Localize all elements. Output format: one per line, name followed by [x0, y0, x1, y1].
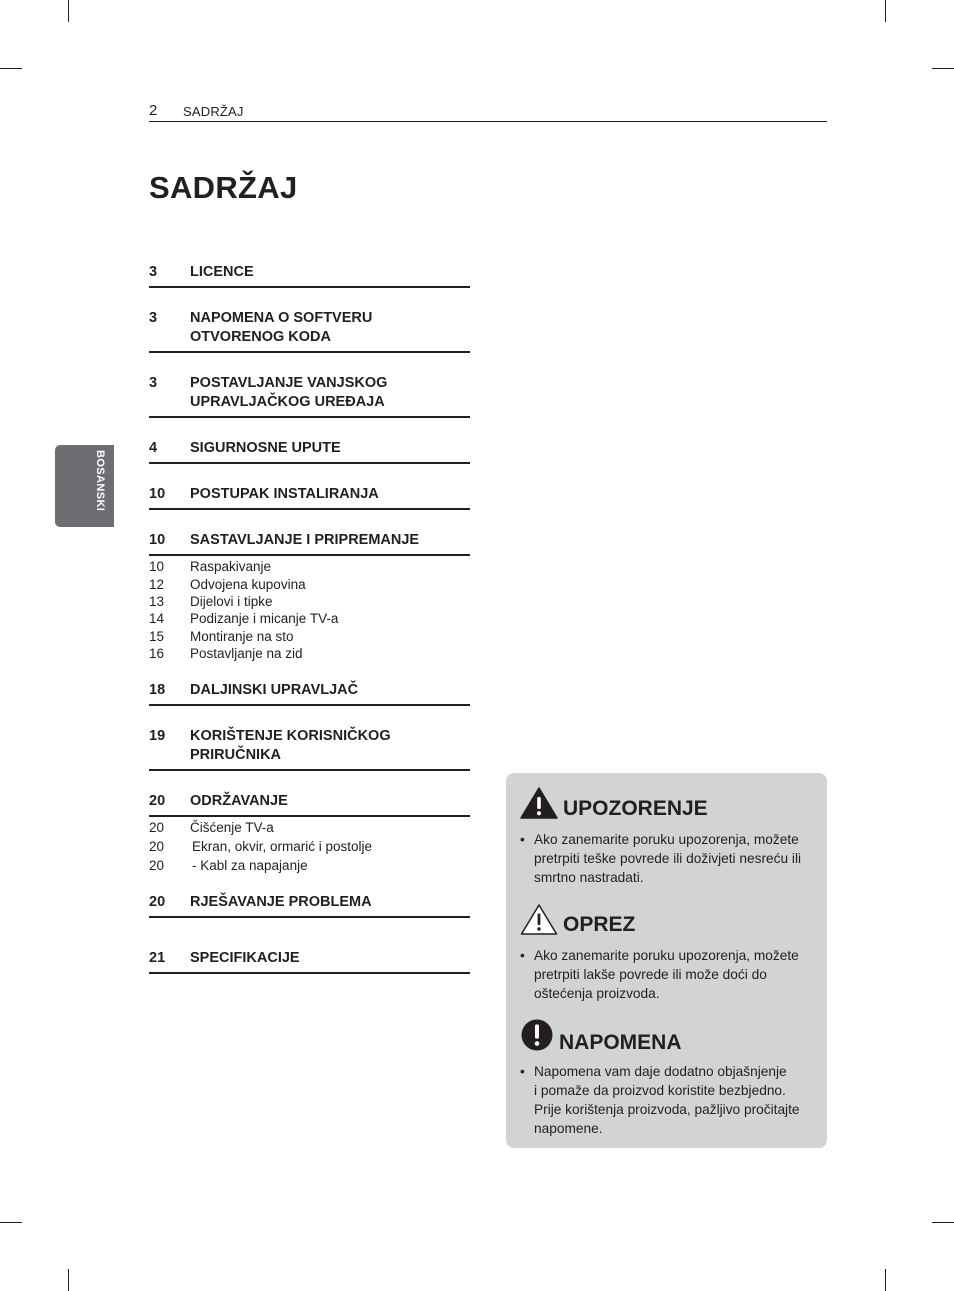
- toc-page-number: 13: [149, 594, 165, 609]
- toc-entry-label: SIGURNOSNE UPUTE: [190, 440, 341, 456]
- toc-page-number: 3: [149, 310, 158, 326]
- caution-title: OPREZ: [563, 913, 636, 936]
- toc-subentry-label: Odvojena kupovina: [190, 577, 306, 592]
- toc-page-number: 3: [149, 264, 158, 280]
- warning-description: [520, 830, 816, 887]
- toc-entry-label: SPECIFIKACIJE: [190, 950, 300, 966]
- toc-entry-label: DALJINSKI UPRAVLJAČ: [190, 682, 359, 698]
- symbols-legend-panel: [506, 773, 827, 1148]
- toc-subentry[interactable]: [149, 645, 470, 662]
- toc-subentry-label: Dijelovi i tipke: [190, 594, 273, 609]
- warning-text: Ako zanemarite poruku upozorenja, možete pretrpiti teške povrede ili doživjeti nesreću ili smrtno nastradati.: [534, 832, 802, 885]
- toc-page-number: 10: [149, 532, 166, 548]
- crop-mark: [885, 1269, 886, 1291]
- toc-subentry-label: Ekran, okvir, ormarić i postolje: [192, 839, 373, 854]
- toc-subentry-label: Raspakivanje: [190, 559, 272, 574]
- toc-entry-external-device[interactable]: [149, 374, 470, 418]
- warning-title: UPOZORENJE: [563, 797, 708, 820]
- toc-page-number: 10: [149, 486, 166, 502]
- caution-description: [520, 946, 816, 1003]
- toc-entry-label: RJEŠAVANJE PROBLEMA: [190, 894, 372, 910]
- toc-entry-label: POSTUPAK INSTALIRANJA: [190, 486, 379, 502]
- toc-page-number: 3: [149, 375, 158, 391]
- toc-page-number: 21: [149, 950, 166, 966]
- toc-entry-user-guide[interactable]: [149, 727, 470, 771]
- note-exclamation-circle-icon: [520, 1018, 554, 1052]
- toc-subentry[interactable]: [149, 558, 470, 575]
- crop-mark: [68, 0, 69, 22]
- toc-entry-troubleshooting[interactable]: [149, 893, 470, 918]
- toc-entry-label-line-2: UPRAVLJAČKOG UREĐAJA: [190, 394, 385, 410]
- bullet: •: [520, 948, 525, 963]
- toc-entry-label: SASTAVLJANJE I PRIPREMANJE: [190, 532, 420, 548]
- toc-page-number: 12: [149, 577, 165, 592]
- caution-outline-triangle-icon: [520, 903, 558, 935]
- toc-subentry[interactable]: [149, 628, 470, 645]
- toc-page-number: 15: [149, 629, 165, 644]
- toc-page-number: 19: [149, 728, 166, 744]
- toc-entry-label-line-2: PRIRUČNIKA: [190, 747, 282, 763]
- language-tab: [55, 445, 114, 527]
- running-section-title: SADRŽAJ: [183, 104, 244, 119]
- page-title: SADRŽAJ: [149, 170, 298, 205]
- toc-entry-label: ODRŽAVANJE: [190, 793, 288, 809]
- toc-entry-open-source[interactable]: [149, 309, 470, 353]
- toc-entry-licence[interactable]: [149, 263, 470, 288]
- crop-mark: [0, 1222, 22, 1223]
- toc-subentry-label: Čišćenje TV-a: [190, 820, 274, 835]
- crop-mark: [0, 68, 22, 69]
- toc-subentry-label: - Kabl za napajanje: [192, 858, 308, 873]
- crop-mark: [68, 1269, 69, 1291]
- toc-subentry[interactable]: [149, 610, 470, 627]
- caution-text: Ako zanemarite poruku upozorenja, možete pretrpiti lakše povrede ili može doći do oštećenja proizvoda.: [534, 948, 799, 1001]
- toc-entry-remote-control[interactable]: [149, 681, 470, 706]
- page-number: 2: [149, 102, 158, 119]
- toc-page-number: 20: [149, 820, 165, 835]
- toc-page-number: 20: [149, 793, 166, 809]
- running-header: [149, 100, 827, 122]
- toc-page-number: 4: [149, 440, 158, 456]
- language-tab-label: BOSANSKI: [94, 450, 106, 512]
- toc-entry-label-line-1: KORIŠTENJE KORISNIČKOG: [190, 728, 391, 744]
- toc-subentry[interactable]: [149, 576, 470, 593]
- toc-subentry[interactable]: [149, 593, 470, 610]
- toc-subentry[interactable]: [149, 838, 470, 855]
- toc-entry-installation[interactable]: [149, 485, 470, 510]
- toc-subentry-label: Podizanje i micanje TV-a: [190, 611, 339, 626]
- note-title: NAPOMENA: [559, 1031, 682, 1054]
- toc-entry-assembly[interactable]: [149, 531, 470, 556]
- toc-page-number: 14: [149, 611, 165, 626]
- note-text-line-2: i pomaže da proizvod koristite bezbjedno. Prije korištenja proizvoda, pažljivo pročitajte napomene.: [534, 1083, 800, 1136]
- toc-entry-label: LICENCE: [190, 264, 254, 280]
- toc-entry-label-line-1: POSTAVLJANJE VANJSKOG: [190, 375, 388, 391]
- toc-page-number: 20: [149, 839, 165, 854]
- toc-entry-safety[interactable]: [149, 439, 470, 464]
- bullet: •: [520, 1064, 525, 1079]
- toc-page-number: 16: [149, 646, 165, 661]
- toc-subentry-label: Montiranje na sto: [190, 629, 294, 644]
- toc-page-number: 20: [149, 858, 165, 873]
- toc-subentry-label: Postavljanje na zid: [190, 646, 303, 661]
- toc-subentry[interactable]: [149, 819, 470, 836]
- toc-entry-specifications[interactable]: [149, 949, 470, 974]
- toc-page-number: 18: [149, 682, 166, 698]
- warning-heading: [520, 787, 816, 821]
- toc-page-number: 20: [149, 894, 166, 910]
- crop-mark: [885, 0, 886, 22]
- note-heading: [520, 1018, 816, 1052]
- bullet: •: [520, 832, 525, 847]
- note-description: [520, 1062, 816, 1138]
- toc-entry-label-line-1: NAPOMENA O SOFTVERU: [190, 310, 373, 326]
- crop-mark: [932, 68, 954, 69]
- toc-entry-maintenance[interactable]: [149, 792, 470, 817]
- caution-heading: [520, 903, 816, 937]
- toc-subentry[interactable]: [149, 857, 470, 874]
- toc-page-number: 10: [149, 559, 165, 574]
- note-text-line-1: Napomena vam daje dodatno objašnjenje: [534, 1064, 787, 1079]
- toc-entry-label-line-2: OTVORENOG KODA: [190, 329, 331, 345]
- warning-filled-triangle-icon: [520, 787, 558, 819]
- crop-mark: [932, 1222, 954, 1223]
